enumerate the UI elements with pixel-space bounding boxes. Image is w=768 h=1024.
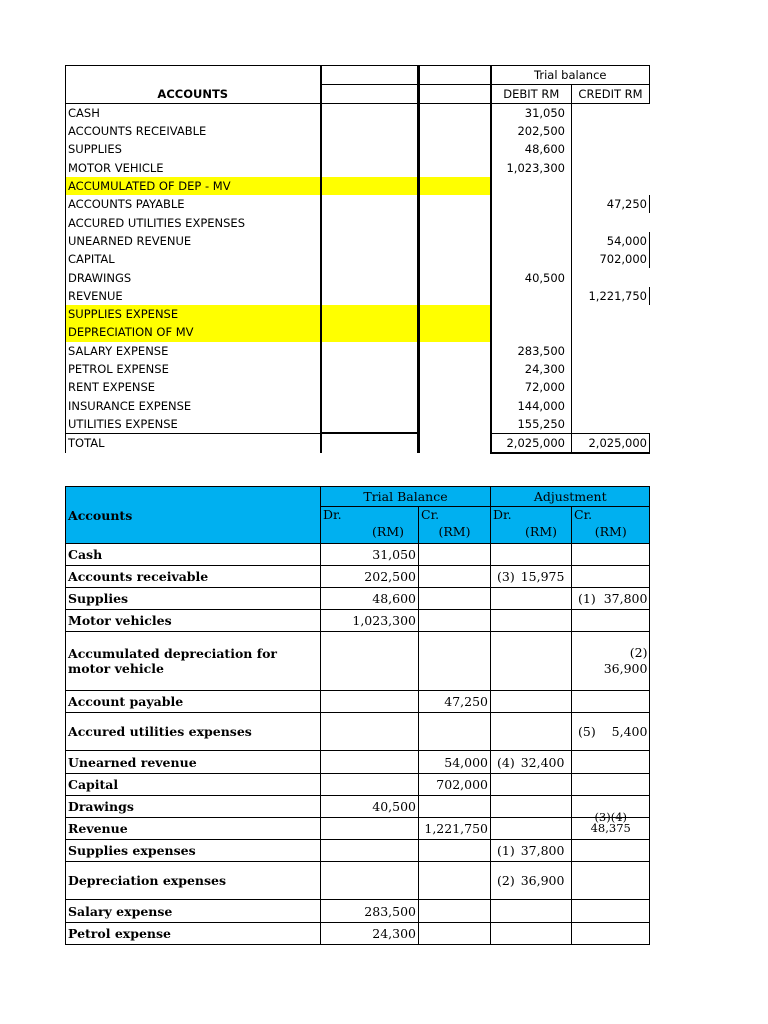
tb-cr-unit: (RM) [438, 524, 471, 539]
adj-cr-cell [572, 713, 650, 751]
credit-cell [572, 378, 650, 396]
credit-cell [572, 360, 650, 378]
tb-cr-cell: 54,000 [419, 751, 491, 774]
adj-cr-value: 5,400 [611, 724, 648, 739]
tb-dr-label: Dr. [323, 507, 342, 522]
table-row [66, 287, 650, 305]
total-credit: 2,025,000 [572, 433, 650, 453]
adj-dr-value: 15,975 [520, 569, 565, 584]
blank-cell [321, 159, 419, 177]
blank-cell [321, 268, 419, 286]
adj-dr-cell [491, 840, 572, 862]
adj-cr-cell [572, 923, 650, 945]
tb-cr-label: Cr. [421, 507, 440, 522]
table-row [66, 610, 650, 632]
blank-cell [321, 250, 419, 268]
debit-header: DEBIT RM [491, 85, 572, 104]
account-cell: Petrol expense [66, 923, 321, 945]
account-cell: ACCOUNTS PAYABLE [66, 195, 321, 213]
debit-cell [491, 195, 572, 213]
blank-cell [419, 159, 491, 177]
blank-cell [419, 268, 491, 286]
credit-cell [572, 213, 650, 231]
table-row [66, 268, 650, 286]
blank-cell [321, 396, 419, 414]
table-row [66, 923, 650, 945]
blank-cell [321, 140, 419, 158]
table-row [66, 751, 650, 774]
tb-dr-cell: 202,500 [321, 566, 419, 588]
blank-cell [321, 323, 419, 341]
credit-cell [572, 342, 650, 360]
blank-cell [419, 232, 491, 250]
blank-cell [321, 104, 419, 123]
account-cell: ACCURED UTILITIES EXPENSES [66, 213, 321, 231]
account-cell: ACCOUNTS RECEIVABLE [66, 122, 321, 140]
credit-cell: 54,000 [572, 232, 650, 250]
adj-dr-value: 36,900 [520, 873, 565, 888]
table-row [66, 378, 650, 396]
account-cell: Unearned revenue [66, 751, 321, 774]
blank-cell [419, 378, 491, 396]
adj-cr-value: 37,800 [603, 591, 648, 606]
tb-cr-header [419, 507, 491, 544]
account-cell: Motor vehicles [66, 610, 321, 632]
adj-cr-cell [572, 632, 650, 691]
blank-cell [321, 415, 419, 434]
adj-dr-ref: (4) [497, 754, 515, 770]
debit-cell [491, 232, 572, 250]
blank-cell [419, 104, 491, 123]
adj-cr-cell [572, 774, 650, 796]
blank-cell [321, 177, 419, 195]
account-cell: Salary expense [66, 900, 321, 923]
account-cell: DEPRECIATION OF MV [66, 323, 321, 341]
tb-cr-cell [419, 900, 491, 923]
tb-cr-cell [419, 544, 491, 566]
account-cell: Cash [66, 544, 321, 566]
header-blank-2 [321, 66, 419, 85]
debit-cell: 48,600 [491, 140, 572, 158]
adj-dr-cell [491, 544, 572, 566]
account-cell: Supplies expenses [66, 840, 321, 862]
credit-cell [572, 104, 650, 123]
account-cell: UNEARNED REVENUE [66, 232, 321, 250]
adj-cr-cell [572, 862, 650, 900]
adj-dr-ref: (1) [497, 843, 515, 858]
tb-cr-cell [419, 632, 491, 691]
adj-cr-cell [572, 610, 650, 632]
table-row [66, 544, 650, 566]
adj-cr-value: 48,375 [590, 821, 631, 835]
credit-cell [572, 140, 650, 158]
tb-cr-cell [419, 862, 491, 900]
blank-cell [419, 140, 491, 158]
tb-dr-cell [321, 862, 419, 900]
credit-cell: 47,250 [572, 195, 650, 213]
tb-cr-cell [419, 713, 491, 751]
tb-cr-cell [419, 588, 491, 610]
debit-cell: 31,050 [491, 104, 572, 123]
adj-dr-cell [491, 900, 572, 923]
blank-cell [419, 122, 491, 140]
worksheet-accounts-header: Accounts [66, 487, 321, 544]
table-row [66, 104, 650, 123]
tb-dr-cell: 283,500 [321, 900, 419, 923]
table-row [66, 588, 650, 610]
tb-cr-cell [419, 923, 491, 945]
adj-dr-value: 32,400 [520, 754, 565, 770]
tb-cr-cell: 702,000 [419, 774, 491, 796]
account-cell: RENT EXPENSE [66, 378, 321, 396]
header-blank-4 [321, 85, 419, 104]
adj-dr-ref: (2) [497, 873, 515, 888]
credit-cell [572, 323, 650, 341]
adj-dr-label: Dr. [493, 507, 512, 522]
table-row [66, 122, 650, 140]
account-cell: Revenue [66, 818, 321, 840]
blank-cell [419, 360, 491, 378]
total-row [66, 433, 650, 453]
table-row [66, 796, 650, 818]
account-cell: INSURANCE EXPENSE [66, 396, 321, 414]
credit-cell: 702,000 [572, 250, 650, 268]
tb-cr-cell [419, 610, 491, 632]
adj-dr-cell [491, 632, 572, 691]
table-row [66, 250, 650, 268]
adj-cr-cell [572, 810, 650, 840]
credit-cell [572, 396, 650, 414]
table-row [66, 396, 650, 414]
tb-dr-header [321, 507, 419, 544]
credit-header: CREDIT RM [572, 85, 650, 104]
tb-dr-cell [321, 818, 419, 840]
total-blank [321, 433, 419, 453]
adj-dr-header [491, 507, 572, 544]
account-cell: CAPITAL [66, 250, 321, 268]
tb-dr-cell [321, 632, 419, 691]
credit-cell [572, 122, 650, 140]
credit-cell: 1,221,750 [572, 287, 650, 305]
blank-cell [321, 342, 419, 360]
header-blank-5 [419, 85, 491, 104]
header-blank [66, 66, 321, 85]
tb-cr-cell [419, 840, 491, 862]
adj-cr-ref: (2) [629, 645, 648, 660]
debit-cell [491, 287, 572, 305]
adj-cr-label: Cr. [574, 507, 593, 522]
blank-cell [321, 360, 419, 378]
adj-cr-ref: (1) [578, 591, 596, 606]
table-row [66, 818, 650, 840]
trial-balance-sheet-table [65, 65, 650, 454]
table-row [66, 900, 650, 923]
account-cell: SUPPLIES EXPENSE [66, 305, 321, 323]
blank-cell [419, 323, 491, 341]
adj-cr-unit: (RM) [594, 524, 627, 539]
account-cell: Accumulated depreciation for motor vehicle [66, 632, 321, 691]
tb-dr-cell: 40,500 [321, 796, 419, 818]
credit-cell [572, 415, 650, 434]
account-cell: DRAWINGS [66, 268, 321, 286]
tb-cr-cell [419, 796, 491, 818]
table-row [66, 159, 650, 177]
credit-cell [572, 177, 650, 195]
adj-cr-value: 36,900 [603, 661, 648, 676]
adj-dr-value: 37,800 [520, 843, 565, 858]
account-cell: SUPPLIES [66, 140, 321, 158]
debit-cell: 40,500 [491, 268, 572, 286]
adjustment-group-header: Adjustment [491, 487, 650, 507]
account-cell: Depreciation expenses [66, 862, 321, 900]
blank-cell [419, 396, 491, 414]
debit-cell: 144,000 [491, 396, 572, 414]
table-row [66, 862, 650, 900]
debit-cell [491, 177, 572, 195]
adj-cr-header [572, 507, 650, 544]
table-row [66, 632, 650, 691]
tb-dr-cell [321, 774, 419, 796]
adj-dr-cell [491, 588, 572, 610]
debit-cell: 283,500 [491, 342, 572, 360]
tb-dr-cell [321, 691, 419, 713]
tb-dr-cell: 1,023,300 [321, 610, 419, 632]
blank-cell [321, 305, 419, 323]
adj-dr-cell [491, 818, 572, 840]
blank-cell [321, 213, 419, 231]
blank-cell [321, 195, 419, 213]
adj-cr-cell [572, 840, 650, 862]
adj-dr-cell [491, 774, 572, 796]
blank-cell [321, 287, 419, 305]
debit-cell: 24,300 [491, 360, 572, 378]
debit-cell [491, 305, 572, 323]
table-row [66, 305, 650, 323]
tb-dr-cell: 48,600 [321, 588, 419, 610]
blank-cell [321, 232, 419, 250]
total-label: TOTAL [66, 433, 321, 453]
total-blank-2 [419, 433, 491, 453]
account-cell: REVENUE [66, 287, 321, 305]
blank-cell [419, 213, 491, 231]
debit-cell [491, 323, 572, 341]
blank-cell [419, 177, 491, 195]
debit-cell: 155,250 [491, 415, 572, 434]
blank-cell [419, 250, 491, 268]
worksheet-header-row-1 [66, 487, 650, 507]
table-row [66, 213, 650, 231]
account-cell: Accounts receivable [66, 566, 321, 588]
credit-cell [572, 159, 650, 177]
header-row-columns [66, 85, 650, 104]
total-debit: 2,025,000 [491, 433, 572, 453]
adj-cr-cell [572, 544, 650, 566]
accounts-header: ACCOUNTS [66, 85, 321, 104]
tb-cr-cell: 47,250 [419, 691, 491, 713]
worksheet-table [65, 486, 650, 945]
header-row-top [66, 66, 650, 85]
adj-cr-cell [572, 900, 650, 923]
account-cell: Accured utilities expenses [66, 713, 321, 751]
account-cell: SALARY EXPENSE [66, 342, 321, 360]
adj-dr-ref: (3) [497, 569, 515, 584]
debit-cell [491, 250, 572, 268]
tb-dr-unit: (RM) [372, 524, 404, 539]
blank-cell [419, 415, 491, 434]
table-row [66, 774, 650, 796]
account-cell: CASH [66, 104, 321, 123]
debit-cell: 1,023,300 [491, 159, 572, 177]
adj-dr-unit: (RM) [525, 524, 557, 539]
account-cell: Drawings [66, 796, 321, 818]
adj-dr-cell [491, 566, 572, 588]
debit-cell: 72,000 [491, 378, 572, 396]
table-row [66, 342, 650, 360]
table-row [66, 177, 650, 195]
blank-cell [321, 378, 419, 396]
adj-dr-cell [491, 923, 572, 945]
account-cell: Account payable [66, 691, 321, 713]
account-cell: MOTOR VEHICLE [66, 159, 321, 177]
account-cell: Supplies [66, 588, 321, 610]
adj-cr-cell [572, 751, 650, 774]
table-row [66, 360, 650, 378]
account-cell: Capital [66, 774, 321, 796]
account-cell: ACCUMULATED OF DEP - MV [66, 177, 321, 195]
adj-dr-cell [491, 751, 572, 774]
trial-balance-title: Trial balance [491, 66, 650, 85]
debit-cell [491, 213, 572, 231]
adj-cr-cell [572, 588, 650, 610]
adj-dr-cell [491, 862, 572, 900]
credit-cell [572, 305, 650, 323]
account-cell: PETROL EXPENSE [66, 360, 321, 378]
tb-cr-cell [419, 566, 491, 588]
table-row [66, 566, 650, 588]
blank-cell [419, 305, 491, 323]
tb-dr-cell: 31,050 [321, 544, 419, 566]
adj-dr-cell [491, 691, 572, 713]
table-row [66, 195, 650, 213]
blank-cell [419, 342, 491, 360]
adj-dr-cell [491, 610, 572, 632]
table-row [66, 415, 650, 434]
adj-cr-cell [572, 691, 650, 713]
table-row [66, 323, 650, 341]
table-row [66, 840, 650, 862]
debit-cell: 202,500 [491, 122, 572, 140]
adj-cr-ref: (5) [578, 724, 596, 739]
adj-dr-cell [491, 713, 572, 751]
table-row [66, 232, 650, 250]
adj-dr-cell [491, 796, 572, 818]
trial-balance-group-header: Trial Balance [321, 487, 491, 507]
table-row [66, 713, 650, 751]
tb-cr-cell: 1,221,750 [419, 818, 491, 840]
tb-dr-cell [321, 751, 419, 774]
blank-cell [419, 195, 491, 213]
tb-dr-cell [321, 840, 419, 862]
table-row [66, 691, 650, 713]
header-blank-3 [419, 66, 491, 85]
tb-dr-cell [321, 713, 419, 751]
blank-cell [321, 122, 419, 140]
adj-cr-cell [572, 566, 650, 588]
credit-cell [572, 268, 650, 286]
blank-cell [419, 287, 491, 305]
tb-dr-cell: 24,300 [321, 923, 419, 945]
table-row [66, 140, 650, 158]
adj-cr-ref: (3)(4) [594, 810, 628, 824]
account-cell: UTILITIES EXPENSE [66, 415, 321, 434]
